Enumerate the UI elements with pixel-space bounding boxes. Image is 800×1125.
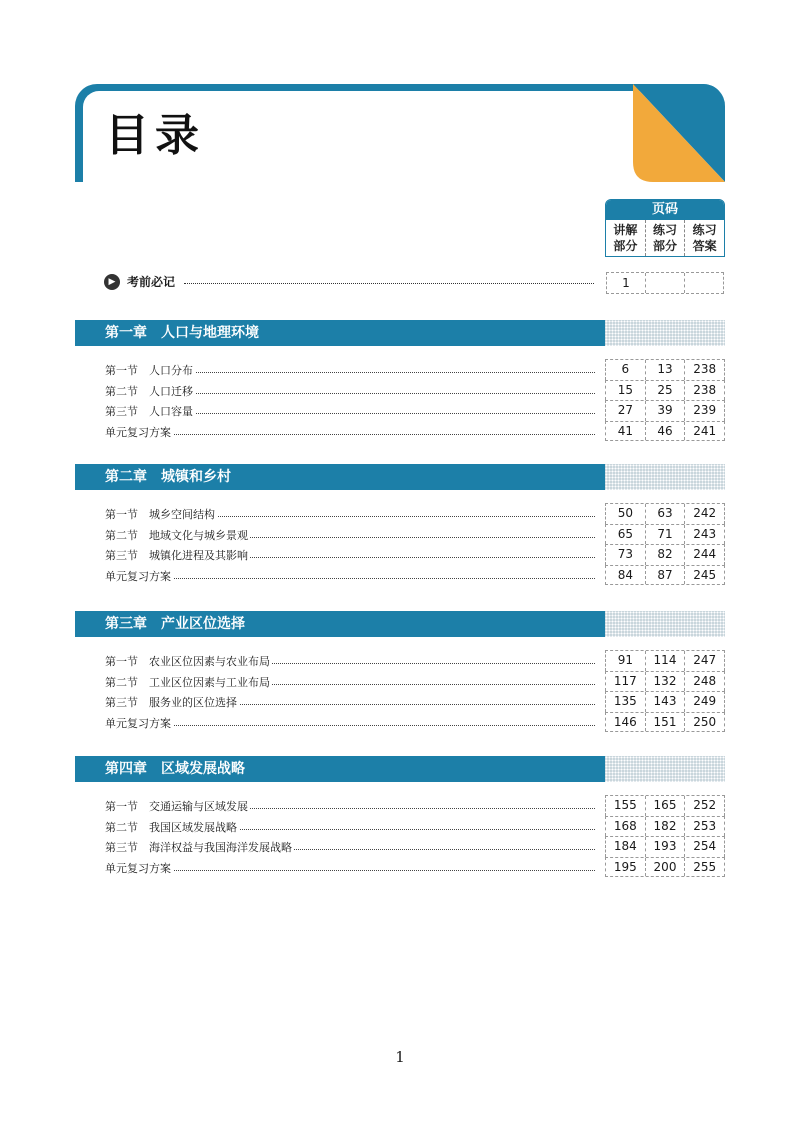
page-practice: 25 [646,381,686,401]
toc-entry-name: 第三节 海洋权益与我国海洋发展战略 [105,841,292,854]
toc-entry-name: 单元复习方案 [105,425,171,439]
chapter-block [75,464,725,585]
chapter-header[interactable] [75,611,725,637]
toc-entry-name: 第二节 工业区位因素与工业布局 [105,675,270,689]
toc-entry-name: 第三节 服务业的区位选择 [105,696,237,709]
chapter-header[interactable] [75,464,725,490]
column-lecture [606,220,646,256]
page-answers: 248 [693,673,717,688]
page-lecture: 184 [606,837,646,857]
toc-page-numbers [605,421,725,442]
toc-page-numbers [605,650,725,671]
page-lecture: 1 [607,273,646,293]
toc-row[interactable] [75,565,725,586]
page-lecture: 168 [606,817,646,837]
page-lecture: 91 [606,651,646,671]
page-answers: 250 [693,714,717,729]
must-remember-row[interactable] [104,272,724,294]
section-list [75,503,725,585]
page-lecture: 15 [606,381,646,401]
dot-pattern-decoration [605,611,725,637]
chapter-header[interactable] [75,756,725,782]
toc-entry-name: 单元复习方案 [105,716,171,730]
page-lecture: 135 [606,692,646,712]
toc-row[interactable] [75,400,725,421]
toc-page-numbers [605,565,725,586]
page-lecture: 146 [606,713,646,732]
page-answers: 238 [693,382,717,397]
page-answers: 239 [693,403,717,417]
page-lecture: 41 [606,422,646,441]
play-arrow-icon: ▶ [104,274,120,290]
page-answers [685,273,723,293]
page-practice: 63 [646,504,686,524]
dot-pattern-decoration [605,756,725,782]
chapter-block [75,320,725,441]
page-answers: 244 [693,547,717,561]
toc-page-numbers [605,712,725,733]
toc-row[interactable] [75,380,725,401]
page-code-columns [606,220,724,256]
column-practice-label: 练习 部分 [653,223,678,253]
toc-entry-name: 单元复习方案 [105,569,171,583]
toc-entry-name: 第三节 人口容量 [105,405,193,418]
page-lecture: 65 [606,525,646,545]
leader-dots [105,434,595,435]
page-answers: 252 [693,798,717,812]
page-lecture: 155 [606,796,646,816]
page-practice: 114 [646,651,686,671]
page-lecture: 6 [606,360,646,380]
toc-page-numbers [605,359,725,380]
toc-row[interactable] [75,524,725,545]
page-lecture: 27 [606,401,646,421]
page-practice: 182 [646,817,686,837]
chapter-title: 第三章 产业区位选择 [105,616,245,632]
leader-dots [184,283,594,284]
toc-row[interactable] [75,691,725,712]
must-remember-label: 考前必记 [127,275,176,289]
toc-row[interactable] [75,671,725,692]
page-practice: 200 [646,858,686,877]
toc-entry-name: 第一节 人口分布 [105,364,193,377]
column-practice [646,220,686,256]
toc-page-numbers [605,503,725,524]
page-answers: 243 [693,526,717,541]
toc-page-numbers [605,524,725,545]
chapter-title: 第二章 城镇和乡村 [105,469,231,485]
column-lecture-label: 讲解 部分 [613,223,638,253]
page-practice: 87 [646,566,686,585]
column-answers [685,220,724,256]
chapter-block [75,611,725,732]
page-answers: 241 [693,423,717,438]
page-title: 目录 [105,110,205,161]
toc-page-numbers [605,691,725,712]
toc-page-numbers [605,795,725,816]
toc-row[interactable] [75,544,725,565]
page-practice: 165 [646,796,686,816]
page-answers: 238 [693,362,717,376]
page-practice: 13 [646,360,686,380]
leader-dots [105,578,595,579]
page-code-title: 页码 [606,200,724,220]
chapter-title: 第四章 区域发展战略 [105,761,245,777]
toc-page-numbers [605,857,725,878]
dot-pattern-decoration [605,464,725,490]
section-list [75,795,725,877]
page-practice: 151 [646,713,686,732]
page-practice: 39 [646,401,686,421]
chapter-title: 第一章 人口与地理环境 [105,325,259,341]
toc-entry-name: 第二节 地域文化与城乡景观 [105,528,248,542]
toc-entry-name: 第二节 我国区域发展战略 [105,820,237,834]
page-practice: 82 [646,545,686,565]
section-list [75,359,725,441]
toc-page-numbers [605,671,725,692]
toc-page-numbers [605,816,725,837]
chapter-header[interactable] [75,320,725,346]
page-lecture: 50 [606,504,646,524]
toc-entry-name: 第一节 农业区位因素与农业布局 [105,655,270,668]
page-answers: 255 [693,859,717,874]
page-lecture: 117 [606,672,646,692]
page-practice [646,273,685,293]
toc-row[interactable] [75,836,725,857]
page-answers: 249 [693,694,717,708]
page-code-header [605,199,725,257]
column-answers-label: 练习 答案 [692,223,717,253]
leader-dots [105,870,595,871]
page-number: 1 [395,1048,405,1066]
toc-row[interactable] [75,712,725,733]
dot-pattern-decoration [605,320,725,346]
page-answers: 242 [693,506,717,520]
page-practice: 71 [646,525,686,545]
toc-row[interactable] [75,857,725,878]
toc-row[interactable] [75,650,725,671]
page-practice: 143 [646,692,686,712]
toc-entry-name: 单元复习方案 [105,861,171,875]
corner-fold-graphic [633,84,725,182]
toc-entry-name: 第二节 人口迁移 [105,384,193,398]
toc-row[interactable] [75,421,725,442]
page-practice: 132 [646,672,686,692]
toc-entry-name: 第一节 交通运输与区域发展 [105,800,248,813]
leader-dots [105,725,595,726]
toc-entry-name: 第一节 城乡空间结构 [105,508,215,521]
toc-page-numbers [605,400,725,421]
page-answers: 253 [693,818,717,833]
toc-page-numbers [605,544,725,565]
chapter-block [75,756,725,877]
toc-row[interactable] [75,816,725,837]
toc-entry-name: 第三节 城镇化进程及其影响 [105,549,248,562]
toc-page-numbers [605,836,725,857]
page-practice: 193 [646,837,686,857]
page-lecture: 84 [606,566,646,585]
toc-row[interactable] [75,795,725,816]
page-answers: 247 [693,653,717,667]
page-lecture: 73 [606,545,646,565]
page-answers: 254 [693,839,717,853]
section-list [75,650,725,732]
toc-row[interactable] [75,359,725,380]
page-practice: 46 [646,422,686,441]
toc-page-numbers [605,380,725,401]
page-lecture: 195 [606,858,646,877]
toc-row[interactable] [75,503,725,524]
page-answers: 245 [693,567,717,582]
must-remember-pages [606,272,724,294]
